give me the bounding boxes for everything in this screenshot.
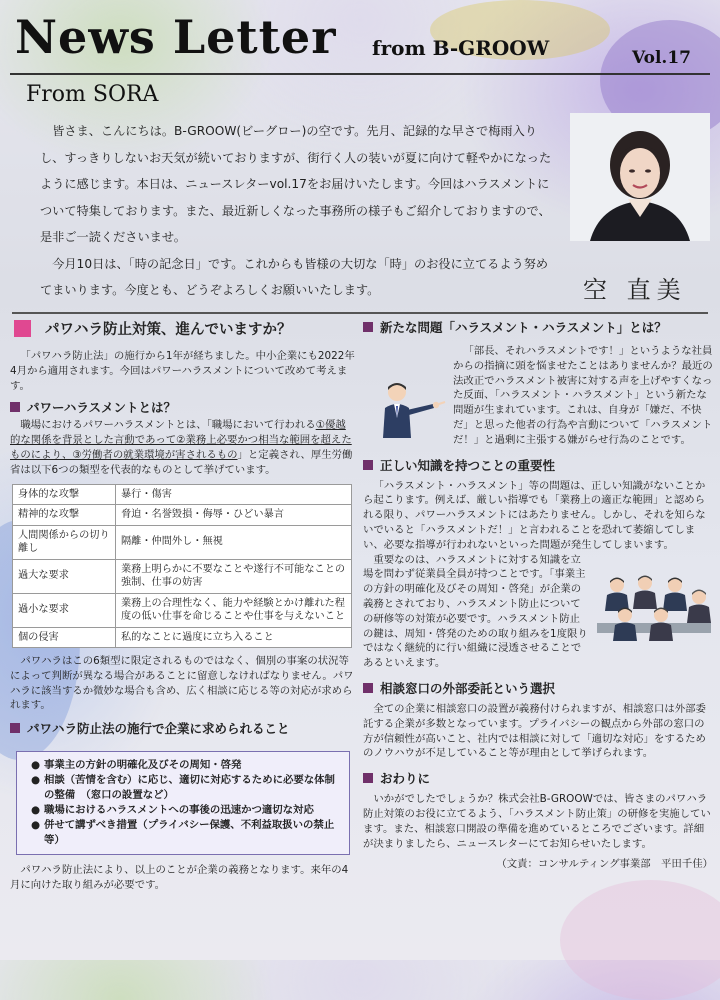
desc-cell: 暴行・傷害: [116, 484, 352, 505]
intro-text: 「パワハラ防止法」の施行から1年が経ちました。中小企業にも2022年4月から適用されます。今回はパワーハラスメントについて改めて考えます。: [10, 350, 355, 392]
main-heading-text: パワハラ防止対策、進んでいますか？: [45, 322, 292, 338]
heading-knowledge: [363, 456, 713, 474]
duty-text: 職場におけるハラスメントへの事後の迅速かつ適切な対応: [44, 804, 314, 817]
table-row: [13, 505, 352, 526]
bullet-icon: ●: [31, 804, 41, 817]
left-column: [10, 318, 355, 893]
main-heading: [14, 318, 355, 339]
newsletter-from: from B-GROOW: [372, 36, 550, 60]
section-divider: [12, 312, 708, 314]
right-column: [363, 318, 713, 870]
author-credit: （文責：コンサルティング事業部 平田千佳）: [496, 858, 713, 871]
duties-box: [16, 751, 350, 855]
section-body: [363, 553, 713, 671]
bullet-icon: ●: [31, 759, 41, 772]
sec1-text: 「部長、それハラスメントです！」というような社員からの指摘に頭を悩ませたことはありませんか？最近の法改正でハラスメント被害に対する声を上げやすくなった反面、「ハラスメント・ハラスメント」という新たな問題が生まれています。これは、自身が「嫌だ、不快だ」と思った他者の行為や言動について「ハラスメントだ！」と過剰に主張する嫌がらせ行為のことです。: [453, 345, 713, 446]
type-cell: 身体的な攻撃: [13, 484, 116, 505]
purple-square-icon: [363, 773, 373, 783]
sec2-text-b: 重要なのは、ハラスメントに対する知識を立場を問わず従業員全員が持つことです。「事業主の方針の明確化及びその周知・啓発」が企業の義務とされており、ハラスメント防止についての研修等の対策が必要です。ハラスメント防止の鍵は、周知・啓発のための取り組みを1度限りではなく継続的に行い組織に浸透させることであるといえます。: [363, 553, 588, 670]
list-item: [31, 773, 341, 803]
type-cell: 過大な要求: [13, 559, 116, 593]
greeting-text: [40, 118, 560, 304]
list-item: [31, 758, 341, 773]
type-cell: 個の侵害: [13, 627, 116, 648]
table-row: [13, 593, 352, 627]
table-row: [13, 525, 352, 559]
purple-square-icon: [363, 683, 373, 693]
portrait-image: [570, 113, 710, 241]
desc-cell: 私的なことに過度に立ち入ること: [116, 627, 352, 648]
pointing-man-illustration: [373, 378, 447, 438]
desc-cell: 脅迫・名誉毀損・侮辱・ひどい暴言: [116, 505, 352, 526]
purple-square-icon: [363, 460, 373, 470]
author-photo: [570, 113, 710, 241]
section-body: [363, 344, 713, 448]
heading-conclusion: [363, 769, 713, 787]
desc-cell: 業務上明らかに不要なことや遂行不可能なことの強制、仕事の妨害: [116, 559, 352, 593]
sec3-text: 全ての企業に相談窓口の設置が義務付けられますが、相談窓口は外部委託する企業が多数となっています。プライバシーの観点から外部の窓口の方が信頼性が高いこと、社内では相談に対して「適切な対応」をするためのノウハウが不足していること等が理由として挙げられます。: [363, 702, 706, 760]
list-item: [31, 803, 341, 818]
greeting-heading: From SORA: [26, 82, 159, 107]
purple-square-icon: [10, 723, 20, 733]
volume-label: Vol.17: [632, 48, 692, 68]
masthead-divider: [10, 73, 710, 75]
desc-cell: 隔離・仲間外し・無視: [116, 525, 352, 559]
greeting-paragraph: 今月10日は、「時の記念日」です。これからも皆様の大切な「時」のお役に立てるよう努めてまいります。今度とも、どうぞよろしくお願いいたします。: [40, 256, 549, 297]
table-row: [13, 484, 352, 505]
meeting-illustration: [595, 571, 713, 659]
after-table-text: パワハラはこの6類型に限定されるものではなく、個別の事案の状況等によって判断が異なる場合があることに留意しなければなりません。パワハラに該当するか微妙な場合も含め、広く相談に応じる等の対応が求められます。: [10, 655, 354, 712]
duty-text: 相談（苦情を含む）に応じ、適切に対応するために必要な体制の整備 （窓口の設置など）: [44, 774, 335, 802]
definition-part: 職場におけるパワーハラスメントとは、「職場において行われる: [20, 419, 316, 432]
newsletter-title: News Letter: [15, 10, 337, 64]
masthead: [0, 0, 720, 80]
purple-square-icon: [10, 402, 20, 412]
heading-text: 相談窓口の外部委託という選択: [380, 680, 556, 696]
heading-external-desk: [363, 679, 713, 697]
subheading-company-duties: [10, 719, 355, 737]
pink-square-icon: [14, 320, 31, 337]
definition-text: [10, 418, 355, 477]
sec2-text-a: 「ハラスメント・ハラスメント」等の問題は、正しい知識がないことから起こります。例えば、厳しい指導でも「業務上の適正な範囲」と認められる限り、パワーハラスメントにはあたりません。しかし、それを知らないでいると「ハラスメントだ！」と言われることを恐れて萎縮してしまい、必要な指導が行われないといった問題が発生してしまいます。: [363, 479, 706, 551]
type-cell: 人間関係からの切り離し: [13, 525, 116, 559]
duty-text: 併せて講ずべき措置（プライバシー保護、不利益取扱いの禁止等）: [44, 819, 335, 847]
heading-text: 正しい知識を持つことの重要性: [380, 457, 556, 473]
subheading-text: パワーハラスメントとは？: [27, 400, 177, 416]
duty-text: 事業主の方針の明確化及びその周知・啓発: [44, 759, 242, 772]
heading-text: 新たな問題「ハラスメント・ハラスメント」とは？: [380, 320, 667, 335]
heading-harassment-harassment: [363, 318, 713, 336]
table-row: [13, 627, 352, 648]
definition-underlined: ①優越的な関係を背景とした言動であって②業務上必要かつ相当な範囲を超えたものにより、③労働者の就業環境が害されるもの: [10, 419, 352, 461]
table-row: [13, 559, 352, 593]
type-cell: 精神的な攻撃: [13, 505, 116, 526]
flower-decoration: [560, 880, 720, 1000]
purple-square-icon: [363, 322, 373, 332]
bullet-icon: ●: [31, 819, 41, 832]
list-item: [31, 818, 341, 848]
heading-text: おわりに: [380, 771, 431, 787]
signature: 空 直美: [583, 276, 687, 304]
subheading-text: パワハラ防止法の施行で企業に求められること: [27, 721, 290, 737]
desc-cell: 業務上の合理性なく、能力や経験とかけ離れた程度の低い仕事を命じることや仕事を与えないこと: [116, 593, 352, 627]
bullet-icon: ●: [31, 774, 41, 787]
type-cell: 過小な要求: [13, 593, 116, 627]
greeting-paragraph: 皆さま、こんにちは。B-GROOW(ビーグロー)の空です。先月、記録的な早さで梅雨入りし、すっきりしないお天気が続いておりますが、街行く人の装いが夏に向けて軽やかになったように感じます。本日は、ニュースレターvol.17をお届けいたします。今回はハラスメントについて特集しております。また、最近新しくなった事務所の様子もご紹介しておりますので、是非ご一読くださいませ。: [40, 124, 552, 244]
definition-part: 」と定義され、厚生労働省は以下6つの類型を代表的なものとして挙げています。: [10, 448, 353, 476]
subheading-power-harassment: [10, 398, 355, 416]
closing-text: パワハラ防止法により、以上のことが企業の義務となります。来年の4月に向けた取り組みが必要です。: [10, 864, 349, 892]
harassment-types-table: [12, 484, 352, 649]
sec4-text: いかがでしたでしょうか？株式会社B-GROOWでは、皆さまのパワハラ防止対策のお役に立てるよう、「ハラスメント防止策」の研修を実施しています。また、相談窓口開設の準備を進めているところでございます。詳細が決まりましたら、ニュースレターにてお知らせいたします。: [363, 793, 711, 850]
